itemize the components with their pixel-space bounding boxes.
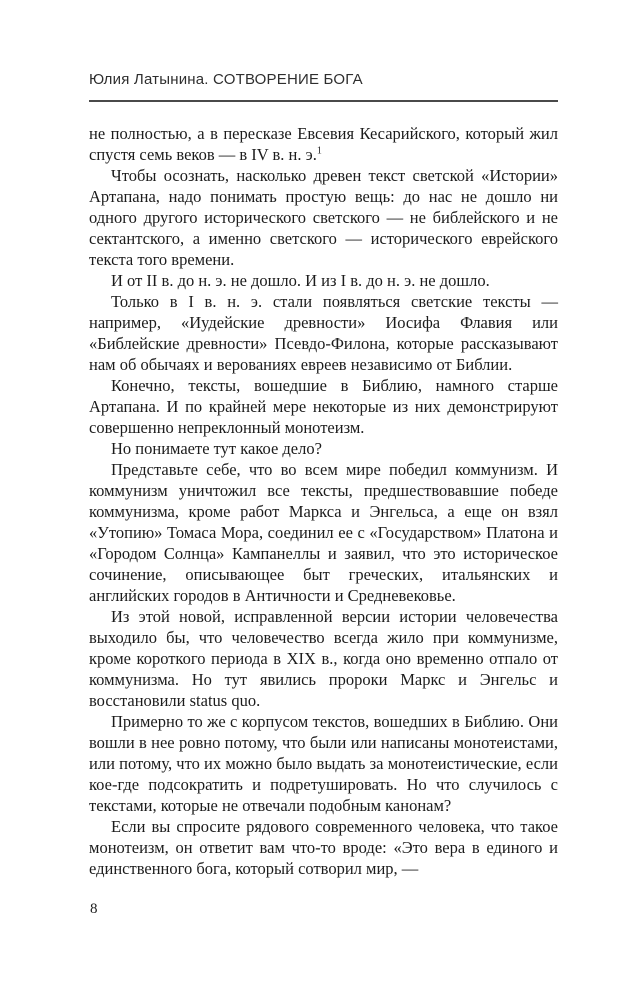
paragraph: Но понимаете тут какое дело?: [111, 439, 322, 458]
paragraph-opening-text: не полностью, а в пересказе Евсевия Кесарийского, который жил спустя семь веков — в IV в. н. э.: [89, 124, 558, 164]
paragraph: Если вы спросите рядового современного человека, что такое монотеизм, он ответит вам что-то вроде: «Это вера в единого и единственного бога, который сотворил мир, —: [89, 817, 558, 878]
paragraph: Из этой новой, исправленной версии истории человечества выходило бы, что человечество всегда жило при коммунизме, кроме короткого периода в XIX в., когда оно временно отпало от коммунизма. Но тут явились пророки Маркс и Энгельс и восстановили status quo.: [89, 607, 558, 710]
running-title: Юлия Латынина. СОТВОРЕНИЕ БОГА: [89, 71, 363, 88]
page-text-block: [89, 123, 558, 879]
footnote-ref: 1: [316, 145, 322, 157]
paragraph: Только в I в. н. э. стали появляться светские тексты — например, «Иудейские древности» Иосифа Флавия или «Библейские древности» Псевдо-Филона, которые рассказывают нам об обычаях и верованиях евреев независимо от Библии.: [89, 292, 558, 374]
paragraph: Примерно то же с корпусом текстов, вошедших в Библию. Они вошли в нее ровно потому, что были или написаны монотеистами, или потому, что их можно было выдать за монотеистические, если кое-где подсократить и подретушировать. Но что случилось с текстами, которые не отвечали подобным канонам?: [89, 712, 558, 815]
paragraph: Представьте себе, что во всем мире победил коммунизм. И коммунизм уничтожил все тексты, предшествовавшие победе коммунизма, кроме работ Маркса и Энгельса, а еще он взял «Утопию» Томаса Мора, соединил ее с «Государством» Платона и «Городом Солнца» Кампанеллы и заявил, что это историческое сочинение, описывающее быт греческих, итальянских и английских городов в Античности и Средневековье.: [89, 460, 558, 605]
running-header: [89, 71, 558, 102]
paragraph: Конечно, тексты, вошедшие в Библию, намного старше Артапана. И по крайней мере некоторые из них демонстрируют совершенно непреклонный монотеизм.: [89, 376, 558, 437]
paragraph: Чтобы осознать, насколько древен текст светской «Истории» Артапана, надо понимать простую вещь: до нас не дошло ни одного другого исторического светского — не библейского и не сектантского, а именно светского — исторического еврейского текста того времени.: [89, 166, 558, 269]
page-number: 8: [90, 901, 98, 917]
paragraph: И от II в. до н. э. не дошло. И из I в. до н. э. не дошло.: [111, 271, 490, 290]
paragraph-opening: [89, 123, 558, 165]
